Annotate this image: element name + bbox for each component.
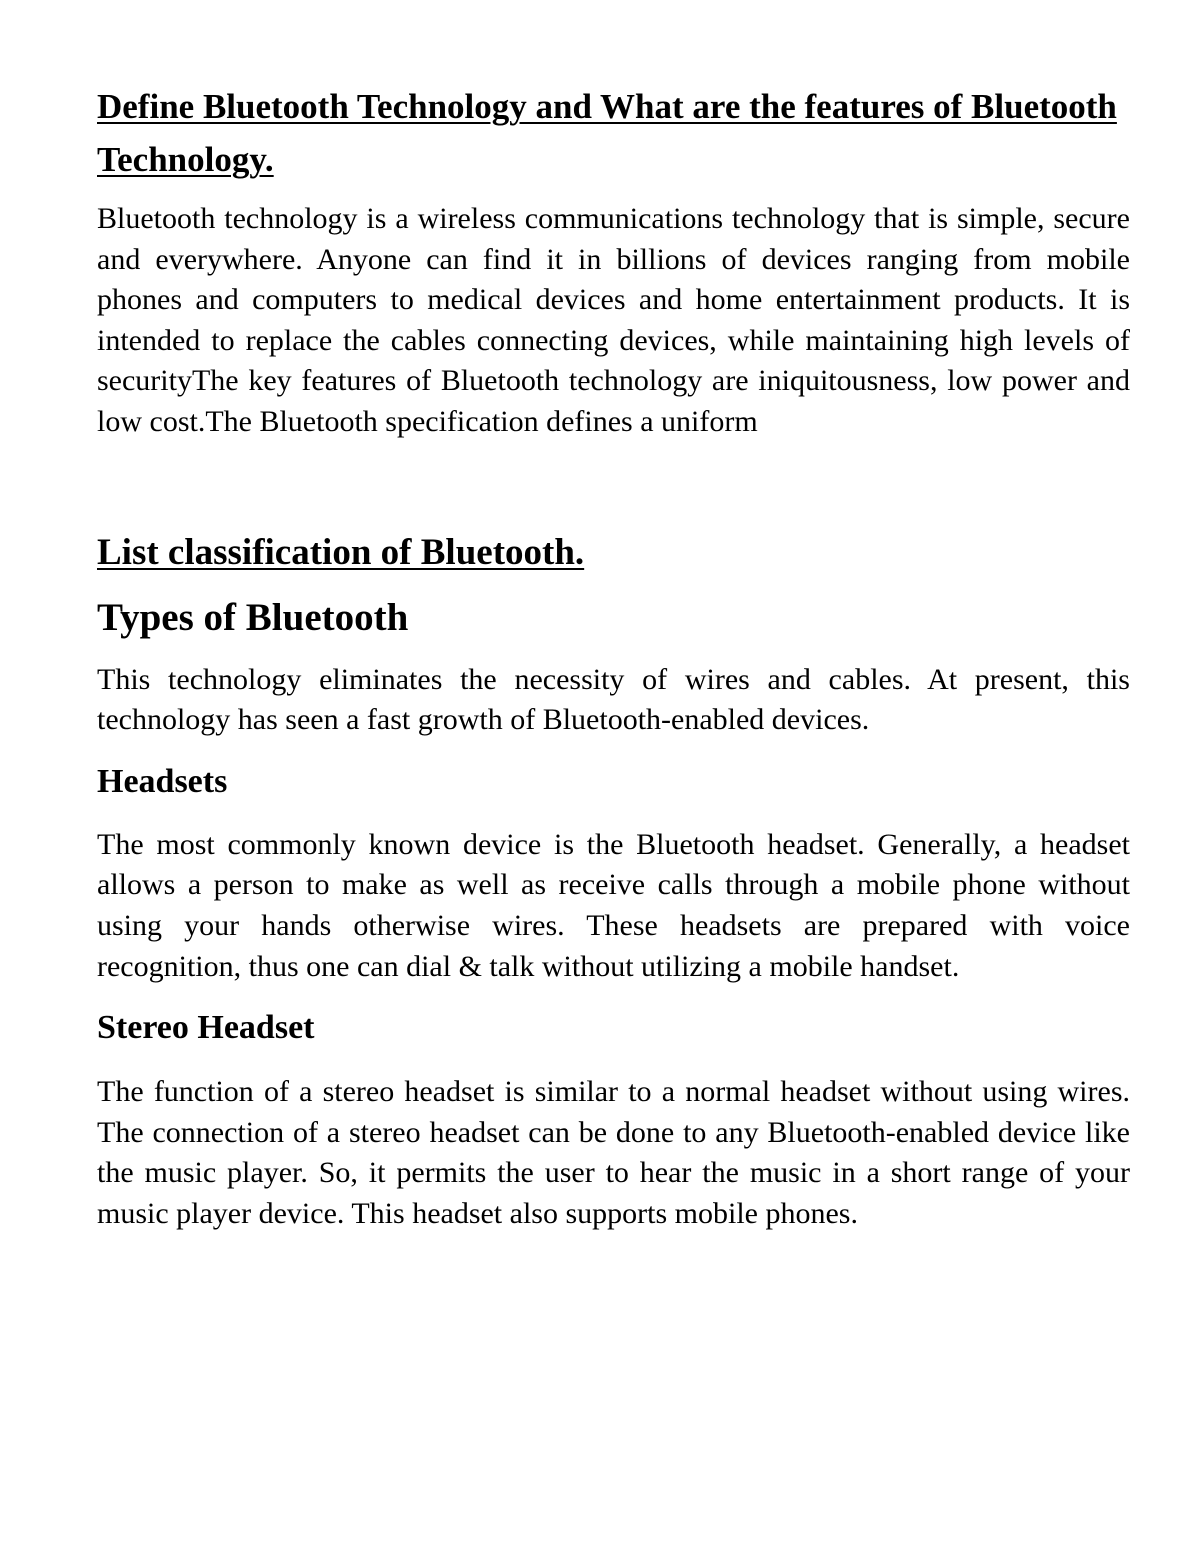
types-of-bluetooth-heading: Types of Bluetooth: [97, 595, 409, 639]
section-heading-bluetooth-definition: Define Bluetooth Technology and What are the features of Bluetooth Technology.: [97, 87, 1117, 179]
section-heading-classification: List classification of Bluetooth.: [97, 531, 585, 573]
stereo-headset-paragraph: The function of a stereo headset is similar to a normal headset without using wires. The connection of a stereo headset can be done to any Bluetooth-enabled device like the music player. So, it permits the user to hear the music in a short range of your music player device. This headset also supports mobile phones.: [97, 1075, 1130, 1230]
headsets-paragraph: The most commonly known device is the Bluetooth headset. Generally, a headset allows a person to make as well as receive calls through a mobile phone without using your hands otherwise wires. These headsets are prepared with voice recognition, thus one can dial & talk without utilizing a mobile handset.: [97, 827, 1130, 983]
stereo-headset-heading: Stereo Headset: [97, 1009, 315, 1047]
document-page: [97, 80, 1130, 1235]
bluetooth-definition-paragraph: Bluetooth technology is a wireless communications technology that is simple, secure and everywhere. Anyone can find it in billions of devices ranging from mobile phones and computers to medical devices and home entertainment products. It is intended to replace the cables connecting devices, while maintaining high levels of securityThe key features of Bluetooth technology are iniquitousness, low power and low cost.The Bluetooth specification defines a uniform: [97, 202, 1130, 438]
headsets-heading: Headsets: [97, 762, 228, 800]
types-of-bluetooth-paragraph: This technology eliminates the necessity of wires and cables. At present, this technology has seen a fast growth of Bluetooth-enabled devices.: [97, 662, 1130, 737]
